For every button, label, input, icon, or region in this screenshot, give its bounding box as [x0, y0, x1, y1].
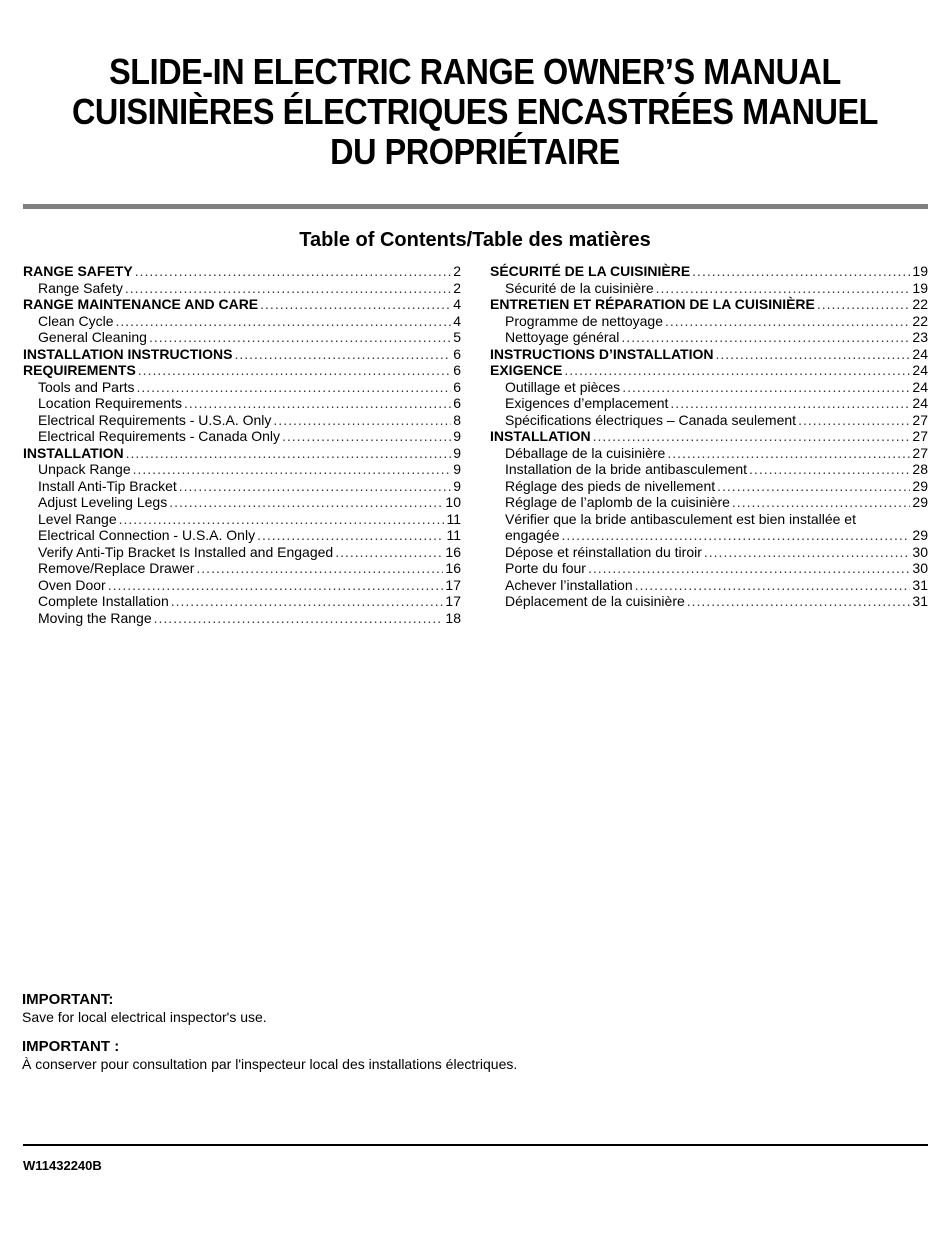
toc-entry-label: Electrical Requirements - U.S.A. Only	[38, 411, 272, 428]
toc-page-number: 16	[445, 560, 461, 576]
toc-entry-label: engagée	[505, 527, 560, 543]
dot-leader	[115, 313, 451, 330]
toc-entry[interactable]	[490, 461, 928, 478]
toc-page-number: 9	[453, 444, 461, 461]
toc-entry-label: Programme de nettoyage	[505, 312, 663, 329]
toc-entry-label: Spécifications électriques – Canada seulement	[505, 411, 797, 428]
dot-leader	[692, 263, 910, 280]
toc-entry-label: RANGE MAINTENANCE AND CARE	[23, 296, 259, 312]
toc-section[interactable]	[490, 362, 928, 379]
toc-page-number: 9	[453, 461, 461, 477]
important-text: Save for local electrical inspector's use.	[22, 1009, 267, 1025]
toc-entry[interactable]	[23, 379, 461, 396]
dot-leader	[715, 346, 910, 363]
toc-section[interactable]	[490, 263, 928, 280]
part-number: W11432240B	[23, 1158, 102, 1173]
toc-entry[interactable]	[23, 593, 461, 610]
toc-entry-label: Electrical Requirements - Canada Only	[38, 428, 280, 444]
toc-entry-label: Achever l’installation	[505, 576, 633, 593]
dot-leader	[687, 593, 911, 610]
toc-page-number: 30	[912, 560, 928, 576]
toc-page-number: 24	[912, 378, 928, 395]
toc-page-number: 6	[453, 362, 461, 378]
toc-page-number: 29	[912, 477, 928, 494]
toc-entry-label: Moving the Range	[38, 609, 152, 626]
toc-entry[interactable]	[23, 329, 461, 346]
toc-entry-label: Unpack Range	[38, 461, 131, 477]
toc-page-number: 16	[445, 543, 461, 560]
toc-entry-label: Tools and Parts	[38, 378, 135, 395]
toc-section[interactable]	[23, 346, 461, 363]
toc-heading: Table of Contents/Table des matières	[299, 229, 651, 251]
toc-page-number: 23	[912, 329, 928, 345]
toc-entry-label: INSTALLATION INSTRUCTIONS	[23, 345, 233, 362]
toc-page-number: 24	[912, 345, 928, 362]
title-line: SLIDE-IN ELECTRIC RANGE OWNER’S MANUAL	[109, 51, 841, 92]
toc-page-number: 29	[912, 494, 928, 510]
document-title	[48, 52, 903, 172]
toc-entry[interactable]	[490, 478, 928, 495]
dot-leader	[670, 395, 910, 412]
toc-page-number: 8	[453, 411, 461, 428]
dot-leader	[665, 313, 910, 330]
toc-entry-label-line: Vérifier que la bride antibasculement est bien installée et	[505, 510, 856, 527]
toc-page-number: 29	[912, 527, 928, 543]
toc-entry-label: Déballage de la cuisinière	[505, 444, 666, 461]
toc-page-number: 2	[453, 279, 461, 296]
toc-entry[interactable]	[23, 428, 461, 445]
toc-page-number: 10	[445, 494, 461, 510]
toc-entry-label: Remove/Replace Drawer	[38, 560, 195, 576]
dot-leader	[171, 593, 444, 610]
dot-leader	[138, 362, 451, 379]
toc-entry-label: ENTRETIEN ET RÉPARATION DE LA CUISINIÈRE	[490, 296, 815, 312]
toc-page-number: 4	[453, 312, 461, 329]
toc-entry[interactable]	[23, 395, 461, 412]
toc-entry-label: Sécurité de la cuisinière	[505, 279, 654, 296]
toc-section[interactable]	[23, 263, 461, 280]
toc-entry[interactable]	[23, 560, 461, 577]
toc-entry[interactable]	[490, 379, 928, 396]
toc-entry-label: Installation de la bride antibasculement	[505, 461, 748, 477]
dot-leader	[564, 362, 910, 379]
toc-page-number: 24	[912, 395, 928, 411]
footer-divider	[23, 1144, 928, 1146]
dot-leader	[257, 527, 444, 544]
toc-page-number: 11	[446, 510, 461, 527]
dot-leader	[282, 428, 451, 445]
toc-entry[interactable]	[490, 577, 928, 594]
toc-entry[interactable]	[23, 478, 461, 495]
toc-page-number: 17	[445, 593, 461, 609]
toc-entry[interactable]	[23, 511, 461, 528]
toc-page-number: 6	[453, 378, 461, 395]
dot-leader	[593, 428, 911, 445]
toc-section[interactable]	[23, 362, 461, 379]
toc-entry[interactable]	[490, 395, 928, 412]
toc-page-number: 5	[453, 329, 461, 345]
toc-entry[interactable]	[490, 445, 928, 462]
toc-page-number: 31	[912, 576, 928, 593]
dot-leader	[667, 445, 910, 462]
toc-page-number: 18	[445, 609, 461, 626]
toc-entry-label: Range Safety	[38, 279, 123, 296]
dot-leader	[184, 395, 451, 412]
toc-entry-label: Location Requirements	[38, 395, 182, 411]
dot-leader	[335, 544, 443, 561]
important-heading: IMPORTANT :	[22, 1038, 120, 1055]
dot-leader	[234, 346, 451, 363]
toc-entry-label: EXIGENCE	[490, 362, 563, 378]
toc-page-number: 30	[912, 543, 928, 560]
toc-french	[490, 263, 928, 610]
toc-section[interactable]	[490, 428, 928, 445]
toc-entry[interactable]	[490, 494, 928, 511]
toc-entry-label: Réglage de l’aplomb de la cuisinière	[505, 494, 730, 510]
dot-leader	[149, 329, 451, 346]
toc-entry[interactable]	[490, 313, 928, 330]
toc-entry-label: Level Range	[38, 510, 117, 527]
toc-entry-label: INSTALLATION	[23, 444, 124, 461]
important-text: À conserver pour consultation par l'inspecteur local des installations électriques.	[22, 1056, 518, 1072]
dot-leader	[749, 461, 910, 478]
toc-entry-label: Oven Door	[38, 576, 106, 593]
toc-entry[interactable]	[23, 280, 461, 297]
toc-entry-label: Nettoyage général	[505, 329, 620, 345]
toc-page-number: 27	[912, 444, 928, 461]
toc-entry[interactable]	[23, 527, 461, 544]
toc-entry-label: Electrical Connection - U.S.A. Only	[38, 527, 256, 543]
important-notice-en	[22, 991, 267, 1025]
toc-page-number: 24	[912, 362, 928, 378]
toc-entry[interactable]	[490, 593, 928, 610]
toc-page-number: 27	[912, 428, 928, 444]
toc-page-number: 22	[912, 312, 928, 329]
toc-page-number: 9	[453, 428, 461, 444]
toc-section[interactable]	[490, 346, 928, 363]
toc-entry-label: Réglage des pieds de nivellement	[505, 477, 716, 494]
toc-entry-label: Exigences d’emplacement	[505, 395, 669, 411]
toc-page-number: 22	[912, 296, 928, 312]
toc-page-number: 27	[912, 411, 928, 428]
toc-entry[interactable]	[490, 329, 928, 346]
dot-leader	[798, 412, 910, 429]
toc-page-number: 4	[453, 296, 461, 312]
toc-entry-label: Déplacement de la cuisinière	[505, 593, 685, 609]
dot-leader	[154, 610, 444, 627]
dot-leader	[133, 461, 452, 478]
dot-leader	[717, 478, 910, 495]
dot-leader	[635, 577, 911, 594]
toc-entry[interactable]	[490, 412, 928, 429]
toc-english	[23, 263, 461, 626]
toc-entry-label: INSTRUCTIONS D’INSTALLATION	[490, 345, 714, 362]
dot-leader	[260, 296, 451, 313]
dot-leader	[126, 445, 452, 462]
toc-entry[interactable]	[23, 461, 461, 478]
important-heading: IMPORTANT:	[22, 991, 114, 1008]
toc-page-number: 28	[912, 461, 928, 477]
toc-entry-label: Porte du four	[505, 560, 586, 576]
toc-page-number: 9	[453, 477, 461, 494]
toc-page-number: 6	[453, 395, 461, 411]
toc-entry[interactable]	[23, 313, 461, 330]
toc-entry-label: Install Anti-Tip Bracket	[38, 477, 177, 494]
toc-entry-label: Verify Anti-Tip Bracket Is Installed and Engaged	[38, 543, 334, 560]
toc-page-number: 19	[912, 279, 928, 296]
toc-page-number: 19	[912, 263, 928, 279]
toc-entry-label: Adjust Leveling Legs	[38, 494, 168, 510]
toc-entry-label: Complete Installation	[38, 593, 169, 609]
toc-entry[interactable]	[490, 544, 928, 561]
toc-entry[interactable]	[490, 280, 928, 297]
dot-leader	[656, 280, 911, 297]
dot-leader	[125, 280, 451, 297]
toc-entry-label: Outillage et pièces	[505, 378, 621, 395]
title-line: CUISINIÈRES ÉLECTRIQUES ENCASTRÉES MANUEL	[71, 91, 879, 132]
dot-leader	[273, 412, 451, 429]
toc-entry[interactable]	[23, 494, 461, 511]
toc-page-number: 17	[445, 576, 461, 593]
toc-entry[interactable]	[23, 412, 461, 429]
dot-leader	[179, 478, 451, 495]
toc-page-number: 2	[453, 263, 461, 279]
toc-page-number: 6	[453, 345, 461, 362]
toc-entry[interactable]	[23, 577, 461, 594]
toc-section[interactable]	[23, 445, 461, 462]
toc-entry[interactable]	[23, 544, 461, 561]
toc-page-number: 11	[446, 527, 461, 543]
toc-entry-label: Clean Cycle	[38, 312, 114, 329]
toc-entry-label: Dépose et réinstallation du tiroir	[505, 543, 702, 560]
dot-leader	[621, 329, 910, 346]
header-divider	[23, 204, 928, 209]
dot-leader	[196, 560, 443, 577]
toc-entry[interactable]	[490, 527, 928, 544]
dot-leader	[108, 577, 444, 594]
toc-entry[interactable]	[490, 560, 928, 577]
dot-leader	[562, 527, 911, 544]
toc-page-number: 31	[912, 593, 928, 609]
toc-section[interactable]	[23, 296, 461, 313]
toc-entry-label: SÉCURITÉ DE LA CUISINIÈRE	[490, 263, 691, 279]
toc-entry-label: INSTALLATION	[490, 428, 591, 444]
dot-leader	[137, 379, 452, 396]
toc-entry-label: General Cleaning	[38, 329, 147, 345]
dot-leader	[588, 560, 910, 577]
toc-entry-label: REQUIREMENTS	[23, 362, 136, 378]
dot-leader	[704, 544, 911, 561]
toc-section[interactable]	[490, 296, 928, 313]
toc-entry[interactable]	[23, 610, 461, 627]
important-notice-fr	[22, 1038, 517, 1072]
dot-leader	[169, 494, 443, 511]
toc-entry-label: RANGE SAFETY	[23, 263, 133, 279]
title-line: DU PROPRIÉTAIRE	[330, 131, 620, 172]
dot-leader	[135, 263, 452, 280]
dot-leader	[622, 379, 910, 396]
dot-leader	[817, 296, 911, 313]
dot-leader	[119, 511, 445, 528]
dot-leader	[732, 494, 911, 511]
